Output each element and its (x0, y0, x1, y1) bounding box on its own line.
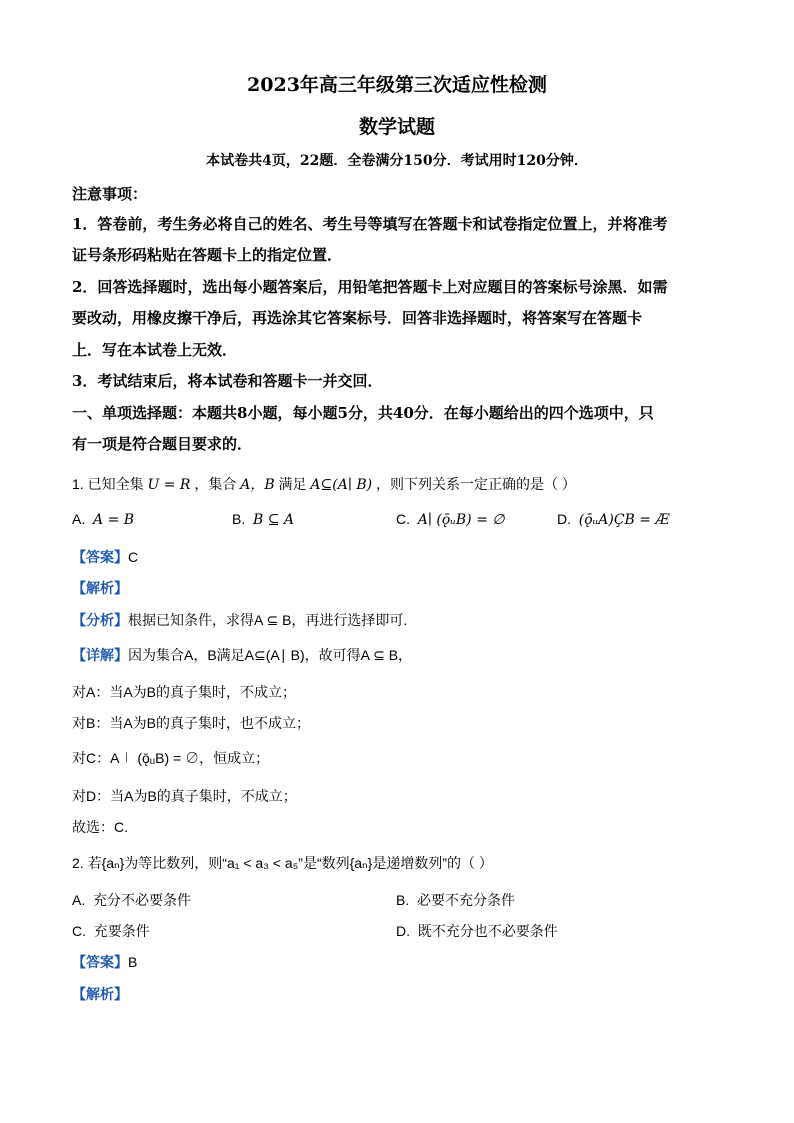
q1-answer: 【答案】C (72, 549, 139, 565)
q1-detail-line: 故选：C. (72, 819, 128, 835)
note-line: 1．答卷前，考生务必将自己的姓名、考生号等填写在答题卡和试卷指定位置上，并将准考 (72, 215, 668, 233)
exam-info: 本试卷共4页，22题．全卷满分150分．考试用时120分钟． (206, 153, 588, 169)
q1-xiangjie: 【详解】因为集合A，B满足A⊆(A∣ B)，故可得A ⊆ B， (72, 647, 413, 663)
q2-option-c: C. 充要条件 (72, 923, 150, 939)
section-heading-line: 有一项是符合题目要求的． (72, 435, 253, 453)
q1-detail-line: 对B：当A为B的真子集时，也不成立； (72, 715, 311, 731)
q1-stem: 1. 已知全集 U = R ，集合 A，B 满足 A⊆(A∣ B) ，则下列关系一定正确的是（ ） (72, 476, 576, 493)
q1-option-b: B. B ⊆ A (232, 511, 295, 528)
note-line: 上．写在本试卷上无效． (72, 341, 238, 359)
q2-option-a: A. 充分不必要条件 (72, 892, 192, 908)
exam-title: 2023年高三年级第三次适应性检测 (247, 74, 547, 96)
note-line: 3．考试结束后，将本试卷和答题卡一并交回． (72, 372, 383, 390)
notes-heading: 注意事项： (72, 185, 148, 203)
q1-detail-line: 对C：A∣ (ǭᵤB) = ∅，恒成立； (72, 750, 270, 766)
note-line: 证号条形码粘贴在答题卡上的指定位置． (72, 246, 343, 264)
note-line: 2．回答选择题时，选出每小题答案后，用铅笔把答题卡上对应题目的答案标号涂黑．如需 (72, 278, 668, 296)
q2-answer: 【答案】B (72, 954, 138, 970)
q1-option-a: A. A = B (72, 511, 135, 528)
q1-detail-line: 对A：当A为B的真子集时，不成立； (72, 684, 297, 700)
q1-option-d: D. (ǭᵤA)ÇB = Æ (557, 511, 670, 528)
q1-option-c: C. A∣ (ǭᵤB) = ∅ (396, 511, 505, 528)
q2-option-d: D. 既不充分也不必要条件 (396, 923, 558, 939)
q1-fenxi: 【分析】根据已知条件，求得A ⊆ B，再进行选择即可. (72, 612, 408, 628)
note-line: 要改动，用橡皮擦干净后，再选涂其它答案标号．回答非选择题时，将答案写在答题卡 (72, 309, 643, 327)
q2-analysis-tag: 【解析】 (72, 986, 128, 1002)
exam-subject: 数学试题 (358, 116, 435, 138)
q2-option-b: B. 必要不充分条件 (396, 892, 516, 908)
q1-detail-line: 对D：当A为B的真子集时，不成立； (72, 788, 297, 804)
section-heading-line: 一、单项选择题：本题共8小题，每小题5分，共40分．在每小题给出的四个选项中，只 (72, 404, 654, 422)
q2-stem: 2. 若{aₙ}为等比数列，则“a₁ < a₃ < a₅”是“数列{aₙ}是递增数列”的（ ） (72, 855, 493, 871)
q1-analysis-tag: 【解析】 (72, 580, 128, 596)
